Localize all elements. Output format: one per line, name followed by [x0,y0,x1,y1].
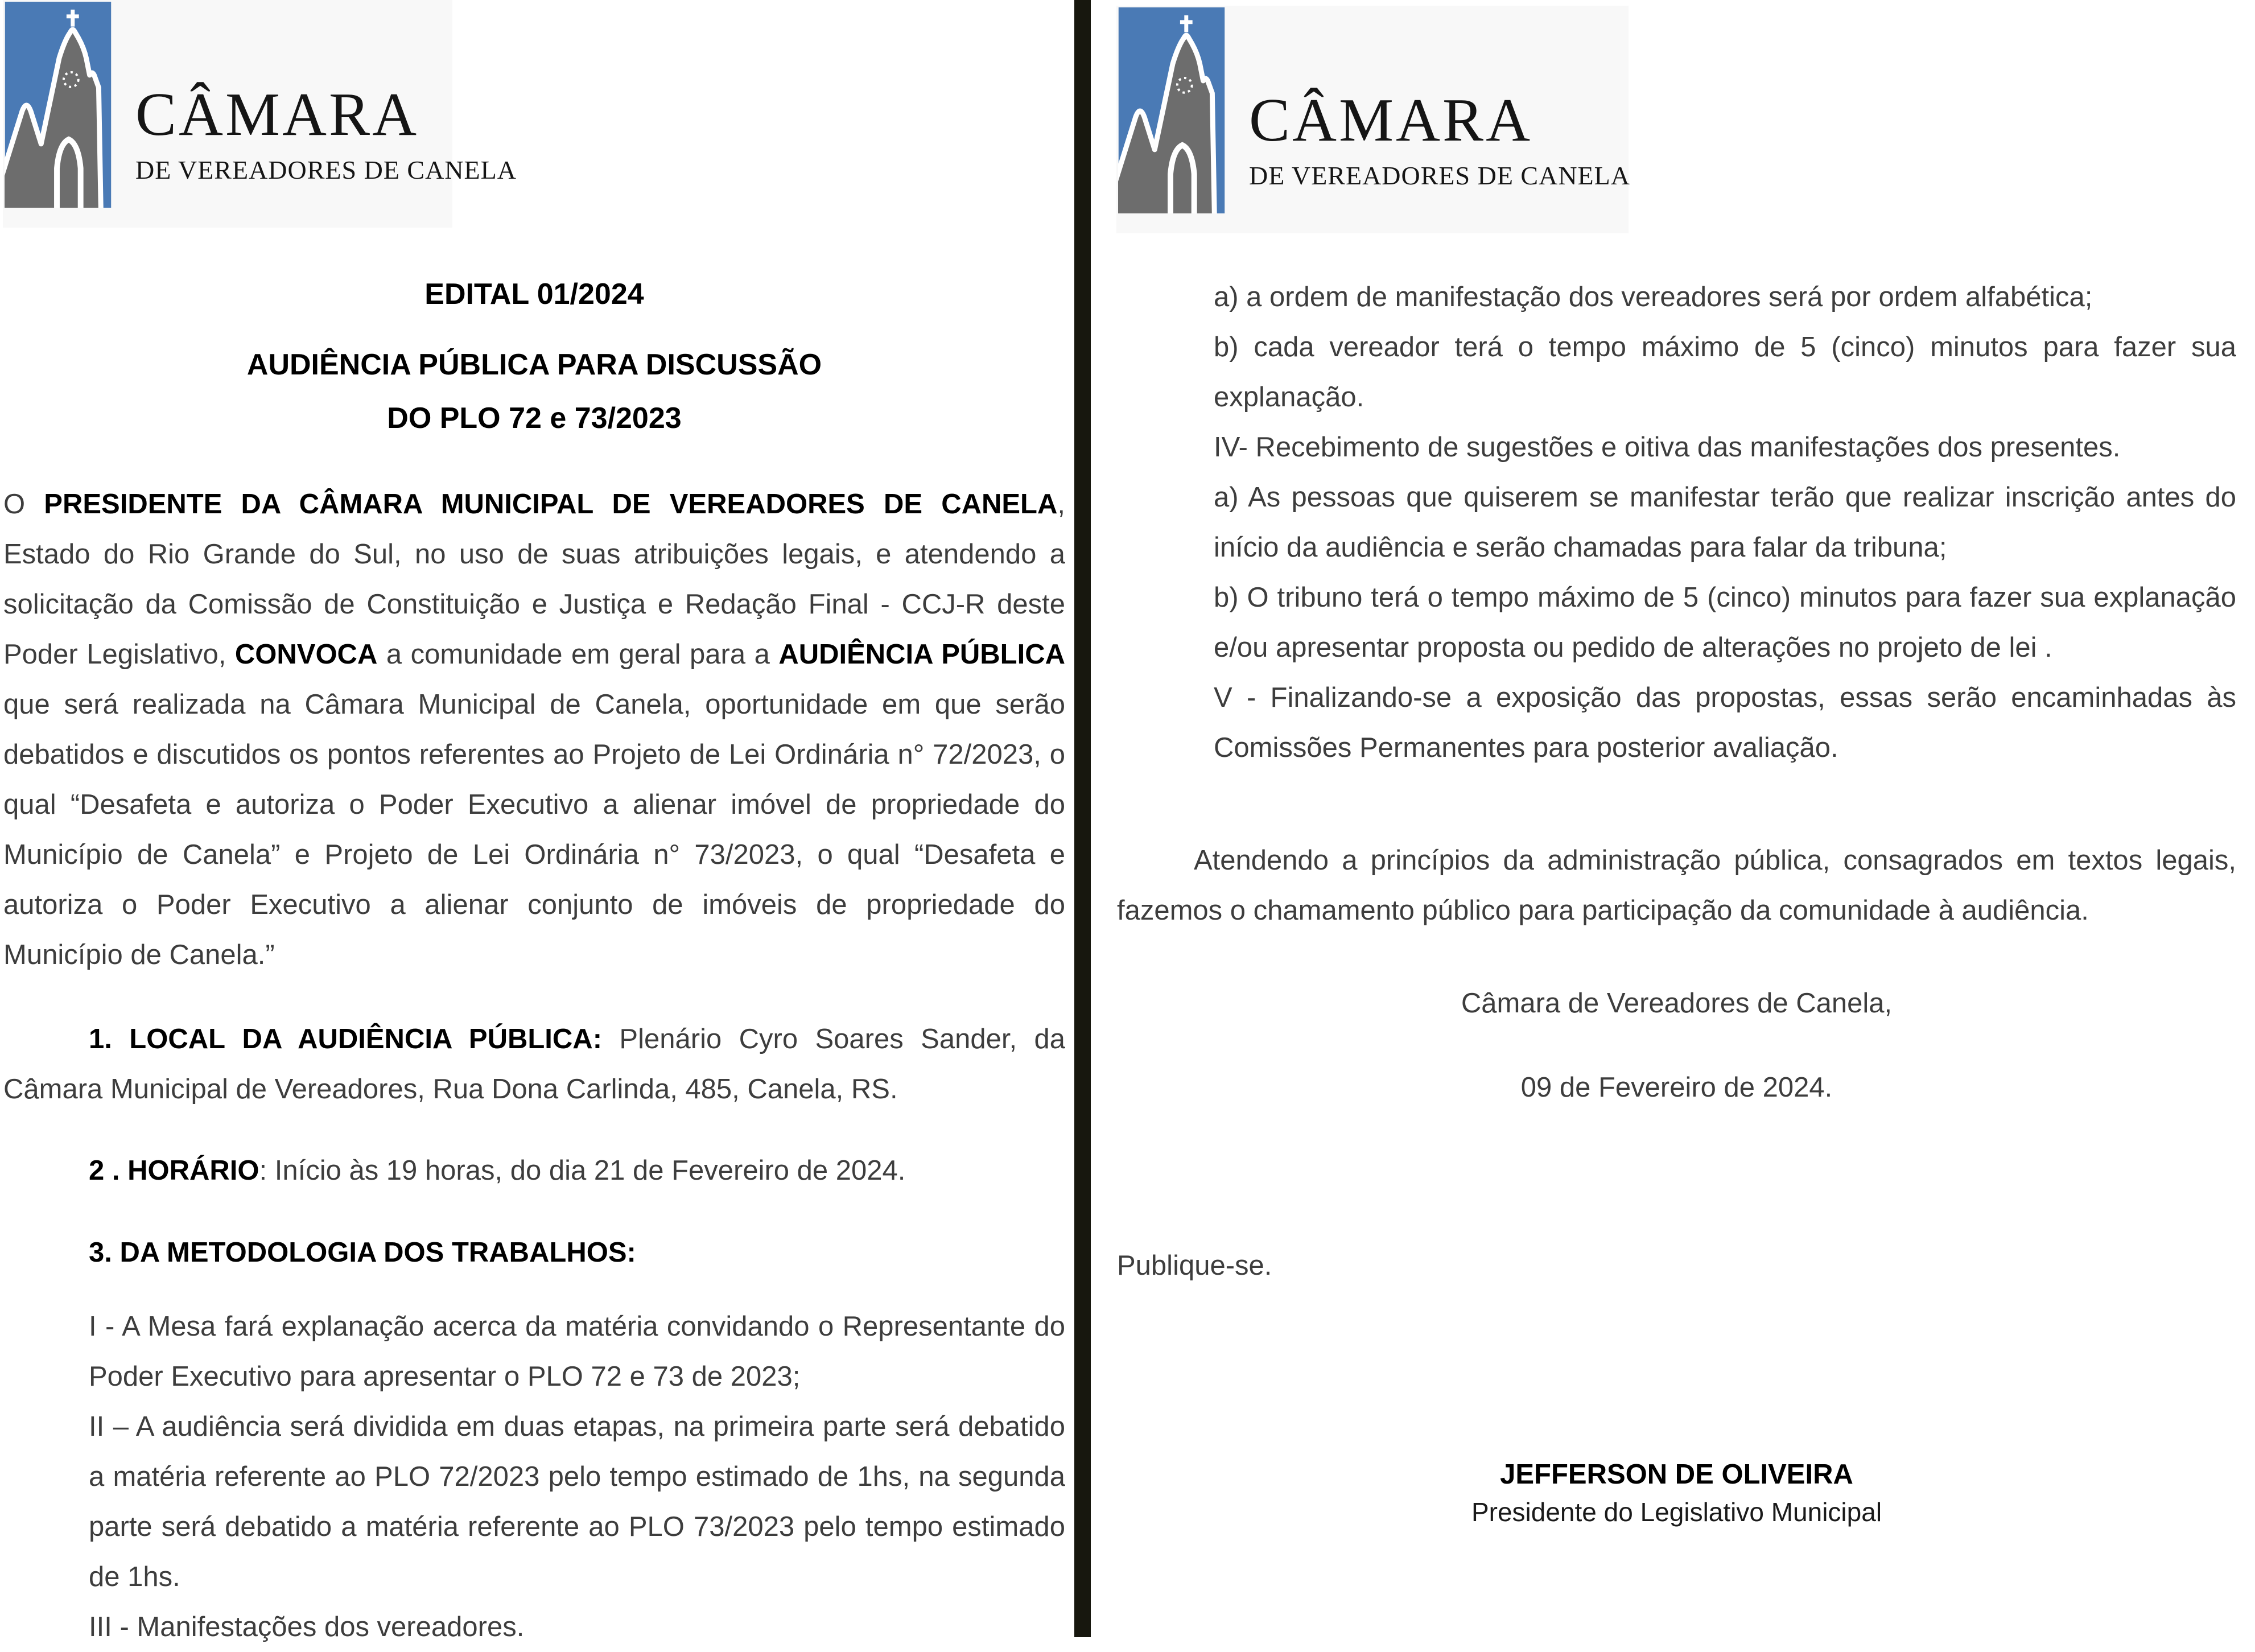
list-item: III - Manifestações dos vereadores. [89,1612,525,1642]
local-paragraph: 1. LOCAL DA AUDIÊNCIA PÚBLICA: Plenário Cyro Soares Sander, da Câmara Municipal de Vereadores, Rua Dona Carlinda, 485, Canela, RS. [3,1024,1065,1105]
edital-subtitle [3,338,1065,445]
page-1-content [0,0,1074,1652]
church-icon [1118,7,1225,213]
list-item: a) a ordem de manifestação dos vereadores será por ordem alfabética; [1214,282,2093,312]
list-item: I - A Mesa fará explanação acerca da matéria convidando o Representante do Poder Executivo para apresentar o PLO 72 e 73 de 2023; [89,1311,1065,1392]
logo-subtitle: DE VEREADORES DE CANELA [1249,161,1630,190]
horario-paragraph: 2 . HORÁRIO: Início às 19 horas, do dia 21 de Fevereiro de 2024. [89,1155,906,1186]
church-icon [5,2,112,208]
closing-place: Câmara de Vereadores de Canela, [1461,988,1893,1019]
camara-logo [3,0,517,228]
page-2 [1091,0,2255,1637]
list-item: IV- Recebimento de sugestões e oitiva das manifestações dos presentes. [1214,432,2121,463]
list-item: b) cada vereador terá o tempo máximo de 5 (cinco) minutos para fazer sua explanação. [1214,332,2236,413]
page-divider [1074,0,1091,1637]
list-item: a) As pessoas que quiserem se manifestar terão que realizar inscrição antes do início da audiência e serão chamadas para falar da tribuna; [1214,482,2236,563]
logo-title: CÂMARA [135,81,419,149]
camara-logo [1116,6,1629,233]
signature-block [1117,1456,2236,1531]
letter-items-list [1214,272,2236,773]
edital-title: EDITAL 01/2024 [424,278,644,311]
signer-name: JEFFERSON DE OLIVEIRA [1500,1459,1853,1490]
edital-subtitle-line-1: AUDIÊNCIA PÚBLICA PARA DISCUSSÃO [246,348,822,381]
logo-subtitle: DE VEREADORES DE CANELA [135,155,517,184]
atendendo-paragraph: Atendendo a princípios da administração pública, consagrados em textos legais, fazemos o chamamento público para participação da comunidade à audiência. [1117,845,2236,926]
list-item: II – A audiência será dividida em duas etapas, na primeira parte será debatido a matéria referente ao PLO 72/2023 pelo tempo estimado de 1hs, na segunda parte será debatido a matéria referente ao PLO 73/2023 pelo tempo estimado de 1hs. [89,1411,1065,1592]
edital-subtitle-line-2: DO PLO 72 e 73/2023 [387,402,682,435]
page-1 [0,0,1074,1642]
closing-date: 09 de Fevereiro de 2024. [1520,1072,1833,1103]
list-item: V - Finalizando-se a exposição das propostas, essas serão encaminhadas às Comissões Permanentes para posterior avaliação. [1214,682,2236,763]
publish-line: Publique-se. [1117,1250,1272,1281]
logo-title: CÂMARA [1249,86,1533,154]
metodologia-heading: 3. DA METODOLOGIA DOS TRABALHOS: [89,1237,636,1268]
roman-items-list [89,1301,1065,1652]
list-item: b) O tribuno terá o tempo máximo de 5 (cinco) minutos para fazer sua explanação e/ou apresentar proposta ou pedido de alterações no projeto de lei . [1214,582,2236,663]
signer-role: Presidente do Legislativo Municipal [1471,1497,1882,1527]
intro-paragraph: O PRESIDENTE DA CÂMARA MUNICIPAL DE VEREADORES DE CANELA, Estado do Rio Grande do Sul, no uso de suas atribuições legais, e atendendo a solicitação da Comissão de Constituição e Justiça e Redação Final - CCJ-R deste Poder Legislativo, CONVOCA a comunidade em geral para a AUDIÊNCIA PÚBLICA que será realizada na Câmara Municipal de Canela, oportunidade em que serão debatidos e discutidos os pontos referentes ao Projeto de Lei Ordinária n° 72/2023, o qual “Desafeta e autoriza o Poder Executivo a alienar imóvel de propriedade do Município de Canela” e Projeto de Lei Ordinária n° 73/2023, o qual “Desafeta e autoriza o Poder Executivo a alienar conjunto de imóveis de propriedade do Município de Canela.” [3,489,1065,970]
